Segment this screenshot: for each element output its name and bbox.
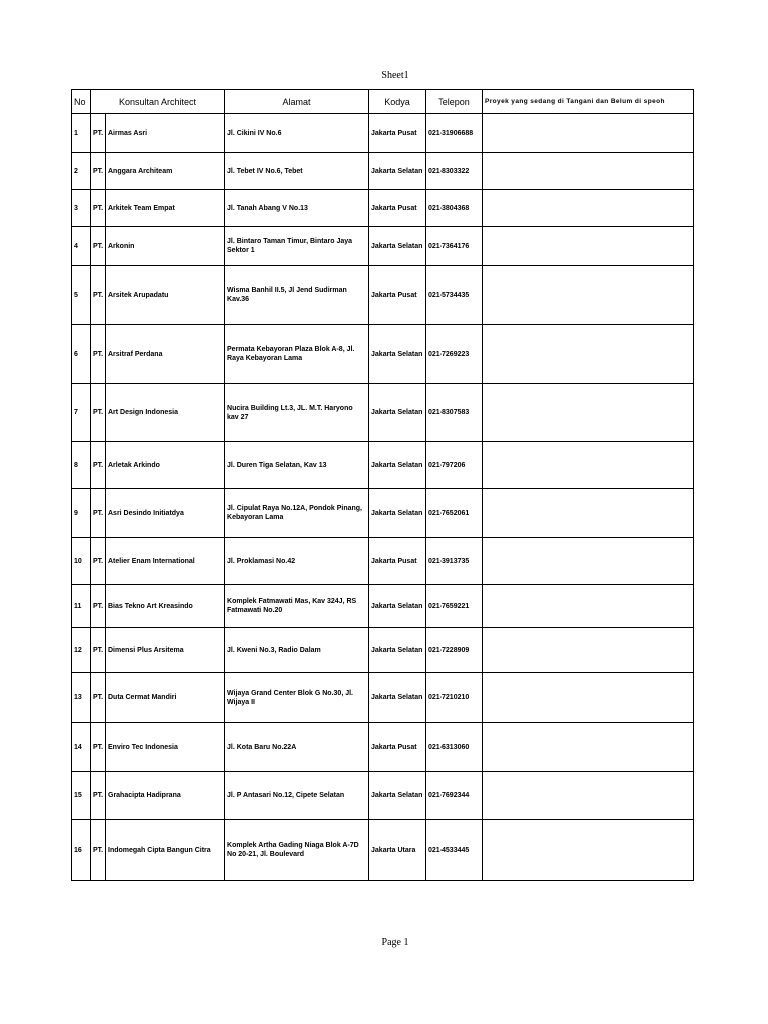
cell-prefix: PT. — [91, 585, 106, 628]
cell-proyek — [483, 442, 694, 489]
cell-prefix: PT. — [91, 628, 106, 673]
cell-company-name: Dimensi Plus Arsitema — [106, 628, 225, 673]
cell-kodya: Jakarta Selatan — [369, 772, 426, 820]
cell-no: 2 — [72, 153, 91, 190]
cell-kodya: Jakarta Selatan — [369, 489, 426, 538]
cell-telepon: 021-7228909 — [426, 628, 483, 673]
cell-company-name: Arsitek Arupadatu — [106, 266, 225, 325]
cell-proyek — [483, 227, 694, 266]
cell-company-name: Airmas Asri — [106, 114, 225, 153]
cell-address: Jl. Kota Baru No.22A — [225, 723, 369, 772]
cell-company-name: Duta Cermat Mandiri — [106, 673, 225, 723]
cell-company-name: Atelier Enam International — [106, 538, 225, 585]
consultant-table — [71, 89, 694, 881]
cell-company-name: Indomegah Cipta Bangun Citra — [106, 820, 225, 881]
cell-telepon: 021-4533445 — [426, 820, 483, 881]
cell-telepon: 021-31906688 — [426, 114, 483, 153]
table-row — [72, 153, 694, 190]
cell-kodya: Jakarta Selatan — [369, 585, 426, 628]
cell-kodya: Jakarta Selatan — [369, 153, 426, 190]
cell-proyek — [483, 114, 694, 153]
cell-proyek — [483, 772, 694, 820]
cell-proyek — [483, 153, 694, 190]
cell-prefix: PT. — [91, 114, 106, 153]
cell-telepon: 021-8307583 — [426, 384, 483, 442]
cell-prefix: PT. — [91, 772, 106, 820]
page-footer: Page 1 — [381, 937, 409, 948]
cell-telepon: 021-3804368 — [426, 190, 483, 227]
cell-proyek — [483, 585, 694, 628]
cell-address: Jl. Tanah Abang V No.13 — [225, 190, 369, 227]
table-row — [72, 442, 694, 489]
cell-proyek — [483, 190, 694, 227]
cell-prefix: PT. — [91, 325, 106, 384]
cell-no: 13 — [72, 673, 91, 723]
cell-no: 14 — [72, 723, 91, 772]
cell-company-name: Arsitraf Perdana — [106, 325, 225, 384]
header-konsultan: Konsultan Architect — [91, 90, 225, 114]
cell-no: 10 — [72, 538, 91, 585]
cell-prefix: PT. — [91, 153, 106, 190]
cell-kodya: Jakarta Selatan — [369, 227, 426, 266]
cell-address: Nucira Building Lt.3, JL. M.T. Haryono kav 27 — [225, 384, 369, 442]
cell-telepon: 021-5734435 — [426, 266, 483, 325]
table-row — [72, 325, 694, 384]
table-row — [72, 723, 694, 772]
cell-telepon: 021-3913735 — [426, 538, 483, 585]
cell-kodya: Jakarta Pusat — [369, 723, 426, 772]
cell-telepon: 021-7652061 — [426, 489, 483, 538]
cell-prefix: PT. — [91, 227, 106, 266]
header-no: No — [72, 90, 91, 114]
cell-proyek — [483, 489, 694, 538]
cell-address: Jl. Cikini IV No.6 — [225, 114, 369, 153]
cell-no: 12 — [72, 628, 91, 673]
cell-address: Wijaya Grand Center Blok G No.30, Jl. Wijaya II — [225, 673, 369, 723]
table-row — [72, 820, 694, 881]
table-row — [72, 538, 694, 585]
cell-kodya: Jakarta Pusat — [369, 266, 426, 325]
cell-prefix: PT. — [91, 538, 106, 585]
cell-company-name: Grahacipta Hadiprana — [106, 772, 225, 820]
cell-address: Wisma Banhil II.5, Jl Jend Sudirman Kav.36 — [225, 266, 369, 325]
cell-proyek — [483, 628, 694, 673]
cell-kodya: Jakarta Selatan — [369, 442, 426, 489]
sheet-title: Sheet1 — [381, 70, 409, 81]
cell-no: 3 — [72, 190, 91, 227]
cell-address: Jl. Cipulat Raya No.12A, Pondok Pinang, Kebayoran Lama — [225, 489, 369, 538]
cell-telepon: 021-7269223 — [426, 325, 483, 384]
table-row — [72, 384, 694, 442]
cell-kodya: Jakarta Selatan — [369, 673, 426, 723]
table-body — [72, 114, 694, 881]
cell-telepon: 021-6313060 — [426, 723, 483, 772]
cell-address: Jl. Bintaro Taman Timur, Bintaro Jaya Sektor 1 — [225, 227, 369, 266]
cell-telepon: 021-797206 — [426, 442, 483, 489]
cell-company-name: Art Design Indonesia — [106, 384, 225, 442]
header-row — [72, 90, 694, 114]
header-alamat: Alamat — [225, 90, 369, 114]
cell-company-name: Arletak Arkindo — [106, 442, 225, 489]
cell-company-name: Arkitek Team Empat — [106, 190, 225, 227]
table-row — [72, 114, 694, 153]
table-row — [72, 772, 694, 820]
cell-no: 11 — [72, 585, 91, 628]
cell-proyek — [483, 673, 694, 723]
cell-no: 7 — [72, 384, 91, 442]
cell-telepon: 021-7692344 — [426, 772, 483, 820]
table-row — [72, 489, 694, 538]
cell-kodya: Jakarta Pusat — [369, 190, 426, 227]
header-telepon: Telepon — [426, 90, 483, 114]
table-row — [72, 266, 694, 325]
header-kodya: Kodya — [369, 90, 426, 114]
cell-no: 16 — [72, 820, 91, 881]
cell-kodya: Jakarta Utara — [369, 820, 426, 881]
table-row — [72, 585, 694, 628]
cell-company-name: Arkonin — [106, 227, 225, 266]
cell-proyek — [483, 266, 694, 325]
cell-telepon: 021-8303322 — [426, 153, 483, 190]
cell-no: 6 — [72, 325, 91, 384]
cell-telepon: 021-7210210 — [426, 673, 483, 723]
cell-kodya: Jakarta Selatan — [369, 628, 426, 673]
cell-no: 1 — [72, 114, 91, 153]
cell-no: 5 — [72, 266, 91, 325]
cell-no: 9 — [72, 489, 91, 538]
cell-address: Komplek Fatmawati Mas, Kav 324J, RS Fatmawati No.20 — [225, 585, 369, 628]
cell-address: Jl. Tebet IV No.6, Tebet — [225, 153, 369, 190]
table-header — [72, 90, 694, 114]
cell-proyek — [483, 325, 694, 384]
cell-company-name: Enviro Tec Indonesia — [106, 723, 225, 772]
cell-prefix: PT. — [91, 723, 106, 772]
cell-no: 8 — [72, 442, 91, 489]
cell-prefix: PT. — [91, 820, 106, 881]
cell-proyek — [483, 384, 694, 442]
cell-no: 15 — [72, 772, 91, 820]
cell-company-name: Asri Desindo Initiatdya — [106, 489, 225, 538]
cell-prefix: PT. — [91, 266, 106, 325]
cell-company-name: Bias Tekno Art Kreasindo — [106, 585, 225, 628]
table-row — [72, 673, 694, 723]
cell-address: Jl. Proklamasi No.42 — [225, 538, 369, 585]
cell-company-name: Anggara Architeam — [106, 153, 225, 190]
cell-proyek — [483, 723, 694, 772]
cell-prefix: PT. — [91, 384, 106, 442]
cell-address: Komplek Artha Gading Niaga Blok A-7D No 20-21, Jl. Boulevard — [225, 820, 369, 881]
cell-no: 4 — [72, 227, 91, 266]
cell-proyek — [483, 820, 694, 881]
cell-address: Jl. Duren Tiga Selatan, Kav 13 — [225, 442, 369, 489]
table-row — [72, 190, 694, 227]
cell-prefix: PT. — [91, 489, 106, 538]
cell-prefix: PT. — [91, 190, 106, 227]
cell-address: Permata Kebayoran Plaza Blok A-8, Jl. Raya Kebayoran Lama — [225, 325, 369, 384]
cell-kodya: Jakarta Pusat — [369, 538, 426, 585]
cell-prefix: PT. — [91, 442, 106, 489]
cell-proyek — [483, 538, 694, 585]
table-row — [72, 227, 694, 266]
cell-prefix: PT. — [91, 673, 106, 723]
table-row — [72, 628, 694, 673]
header-proyek: Proyek yang sedang di Tangani dan Belum di speoh — [483, 90, 694, 114]
cell-kodya: Jakarta Pusat — [369, 114, 426, 153]
cell-address: Jl. P Antasari No.12, Cipete Selatan — [225, 772, 369, 820]
cell-telepon: 021-7364176 — [426, 227, 483, 266]
cell-kodya: Jakarta Selatan — [369, 325, 426, 384]
cell-telepon: 021-7659221 — [426, 585, 483, 628]
cell-kodya: Jakarta Selatan — [369, 384, 426, 442]
cell-address: Jl. Kweni No.3, Radio Dalam — [225, 628, 369, 673]
